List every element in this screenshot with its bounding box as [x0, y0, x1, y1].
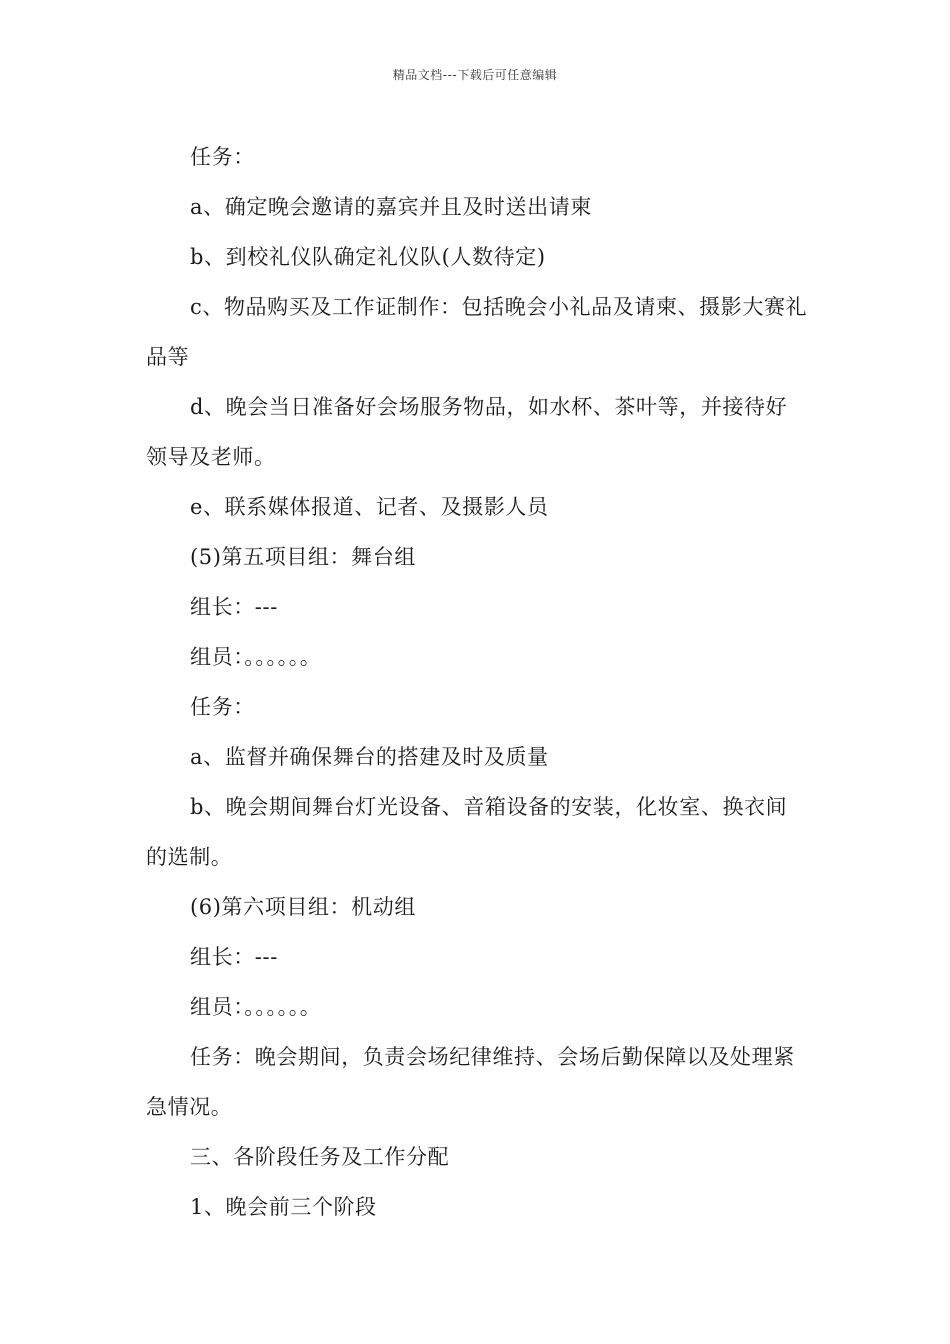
paragraph-stage-task-b: b、晚会期间舞台灯光设备、音箱设备的安装，化妆室、换衣间的选制。 — [146, 795, 788, 869]
document-body — [146, 132, 808, 1232]
paragraph-section-3-heading: 三、各阶段任务及工作分配 — [190, 1145, 450, 1169]
paragraph-task-b-etiquette: b、到校礼仪队确定礼仪队(人数待定) — [190, 245, 546, 269]
paragraph-task-c-purchasing: c、物品购买及工作证制作：包括晚会小礼品及请柬、摄影大赛礼品等 — [146, 295, 808, 369]
paragraph-group-6-tasks: 任务：晚会期间，负责会场纪律维持、会场后勤保障以及处理紧急情况。 — [146, 1045, 795, 1119]
paragraph-task-a-guests: a、确定晚会邀请的嘉宾并且及时送出请柬 — [190, 195, 592, 219]
paragraph-group-6-members: 组员：。。。。。。 — [190, 995, 322, 1019]
paragraph-stage-task-a: a、监督并确保舞台的搭建及时及质量 — [190, 745, 549, 769]
paragraph-task-d-venue-service: d、晚会当日准备好会场服务物品，如水杯、茶叶等，并接待好领导及老师。 — [146, 395, 788, 469]
paragraph-group-5-members: 组员：。。。。。。 — [190, 645, 322, 669]
paragraph-group-6-mobile: (6)第六项目组：机动组 — [190, 895, 416, 919]
paragraph-task-e-media: e、联系媒体报道、记者、及摄影人员 — [190, 495, 549, 519]
paragraph-group-6-leader: 组长：--- — [190, 945, 278, 969]
paragraph-group-5-stage: (5)第五项目组：舞台组 — [190, 545, 416, 569]
paragraph-phase-1: 1、晚会前三个阶段 — [190, 1195, 377, 1219]
paragraph-group-5-tasks-heading: 任务： — [190, 695, 255, 719]
paragraph-tasks-heading: 任务： — [190, 145, 255, 169]
paragraph-group-5-leader: 组长：--- — [190, 595, 278, 619]
page-header: 精品文档---下载后可任意编辑 — [392, 68, 558, 82]
